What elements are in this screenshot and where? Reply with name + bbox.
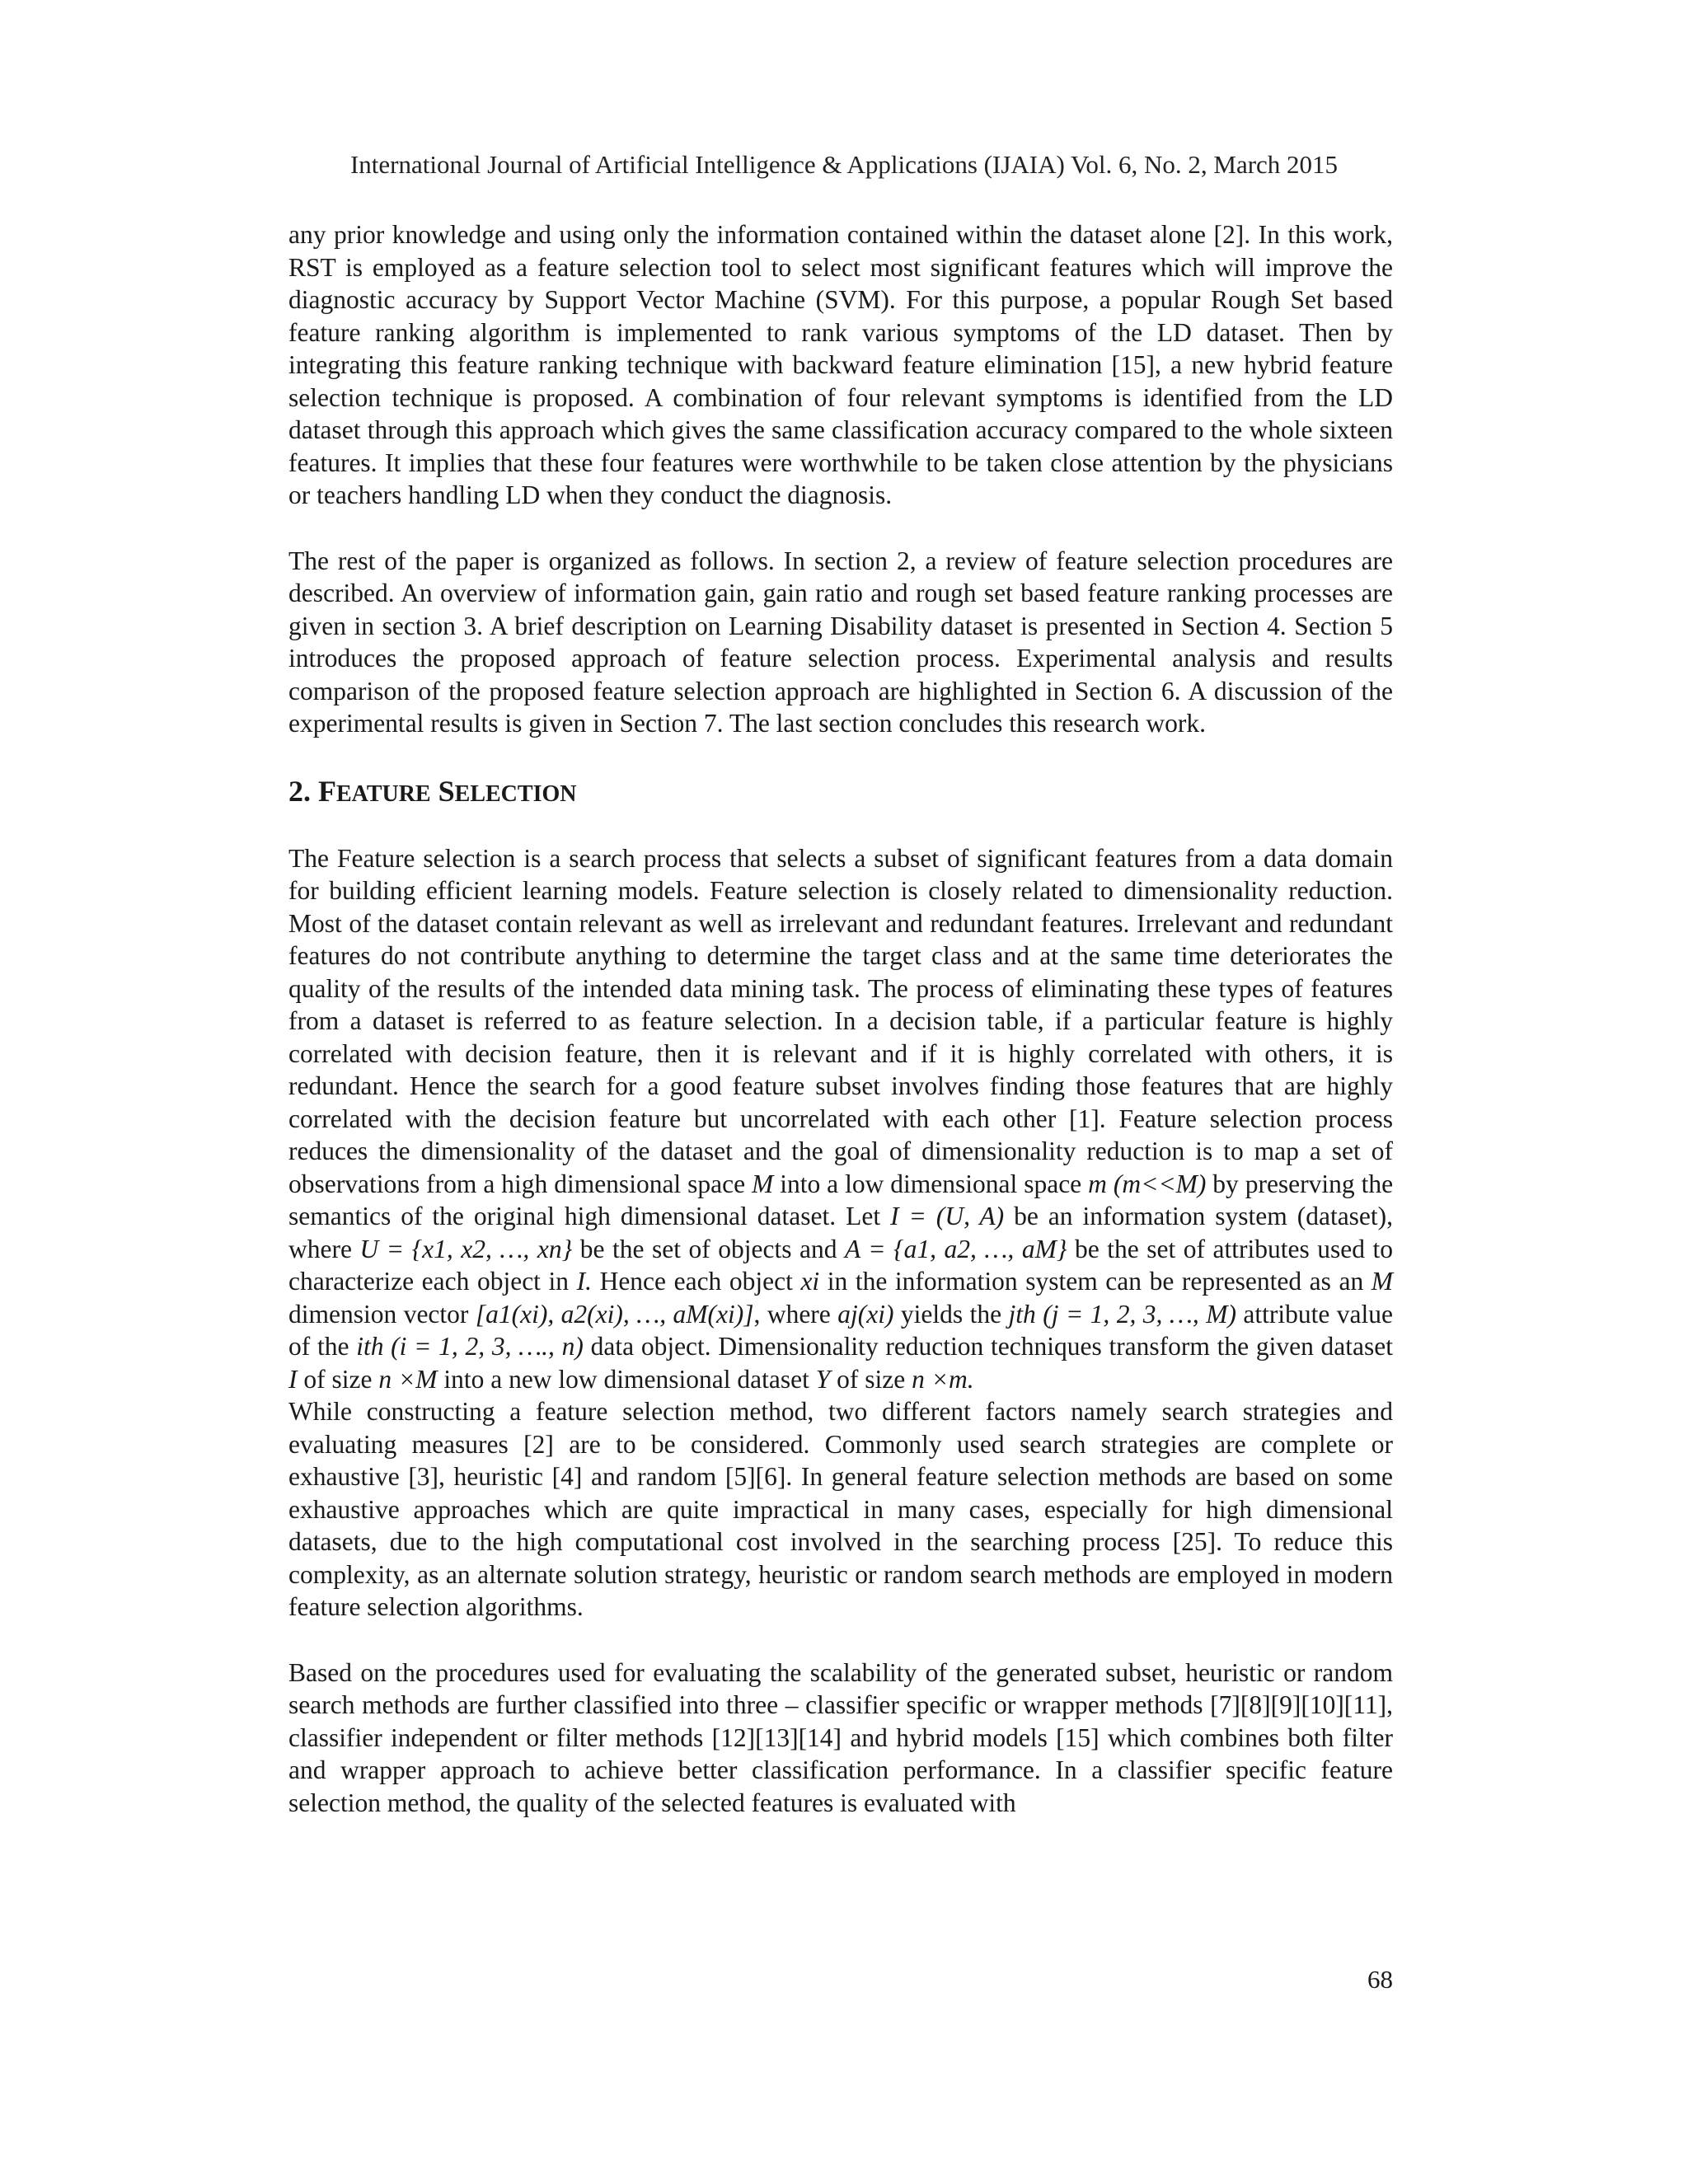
paragraph-search-strategies: While constructing a feature selection method, two different factors namely search strategies and evaluating measures [2] are to be considered. Commonly used search strategies are complete or exhaustive [3], heuristic [4] and random [5][6]. In general feature selection methods are based on some exhaustive approaches which are quite impractical in many cases, especially for high dimensional datasets, due to the high computational cost involved in the searching process [25]. To reduce this complexity, as an alternate solution strategy, heuristic or random search methods are employed in modern feature selection algorithms. <box>288 1397 1393 1621</box>
section-heading-feature-selection <box>288 773 1393 813</box>
paragraph-feature-selection-definition: The Feature selection is a search process that selects a subset of significant features from a data domain for building efficient learning models. Feature selection is closely related to dimensionality reduction. Most of the dataset contain relevant as well as irrelevant and redundant features. Irrelevant and redundant features do not contribute anything to determine the target class and at the same time deteriorates the quality of the results of the intended data mining task. The process of eliminating these types of features from a dataset is referred to as feature selection. In a decision table, if a particular feature is highly correlated with decision feature, then it is relevant and if it is highly correlated with others, it is redundant. Hence the search for a good feature subset involves finding those features that are highly correlated with the decision feature but uncorrelated with each other [1]. Feature selection process reduces the dimensionality of the dataset and the goal of dimensionality reduction is to map a set of observations from a high dimensional space M into a low dimensional space m (m<<M) by preserving the semantics of the original high dimensional dataset. Let I = (U, A) be an information system (dataset), where U = {x1, x2, …, xn} be the set of objects and A = {a1, a2, …, aM} be the set of attributes used to characterize each object in I. Hence each object xi in the information system can be represented as an M dimension vector [a1(xi), a2(xi), …, aM(xi)], where aj(xi) yields the jth (j = 1, 2, 3, …, M) attribute value of the ith (i = 1, 2, 3, …., n) data object. Dimensionality reduction techniques transform the given dataset I of size n ×M into a new low dimensional dataset Y of size n ×m. <box>288 843 1394 1394</box>
running-header: International Journal of Artificial Intelligence & Applications (IJAIA) Vol. 6, No. 2, March 2015 <box>349 150 1339 179</box>
section-title: FEATURE SELECTION <box>318 774 577 808</box>
paragraph-paper-organization: The rest of the paper is organized as follows. In section 2, a review of feature selection procedures are described. An overview of information gain, gain ratio and rough set based feature ranking processes are given in section 3. A brief description on Learning Disability dataset is presented in Section 4. Section 5 introduces the proposed approach of feature selection process. Experimental analysis and results comparison of the proposed feature selection approach are highlighted in Section 6. A discussion of the experimental results is given in Section 7. The last section concludes this research work. <box>288 546 1393 738</box>
paragraph-intro-continued: any prior knowledge and using only the information contained within the dataset alone [2]. In this work, RST is employed as a feature selection tool to select most significant features which will improve the diagnostic accuracy by Support Vector Machine (SVM). For this purpose, a popular Rough Set based feature ranking algorithm is implemented to rank various symptoms of the LD dataset. Then by integrating this feature ranking technique with backward feature elimination [15], a new hybrid feature selection technique is proposed. A combination of four relevant symptoms is identified from the LD dataset through this approach which gives the same classification accuracy compared to the whole sixteen features. It implies that these four features were worthwhile to be taken close attention by the physicians or teachers handling LD when they conduct the diagnosis. <box>288 220 1393 509</box>
section-number: 2. <box>288 774 311 808</box>
page-number: 68 <box>1367 1965 1393 1994</box>
paragraph-classification-methods: Based on the procedures used for evaluating the scalability of the generated subset, heuristic or random search methods are further classified into three – classifier specific or wrapper methods [7][8][9][10][11], classifier independent or filter methods [12][13][14] and hybrid models [15] which combines both filter and wrapper approach to achieve better classification performance. In a classifier specific feature selection method, the quality of the selected features is evaluated with <box>288 1657 1393 1817</box>
body-text <box>288 218 1393 1852</box>
